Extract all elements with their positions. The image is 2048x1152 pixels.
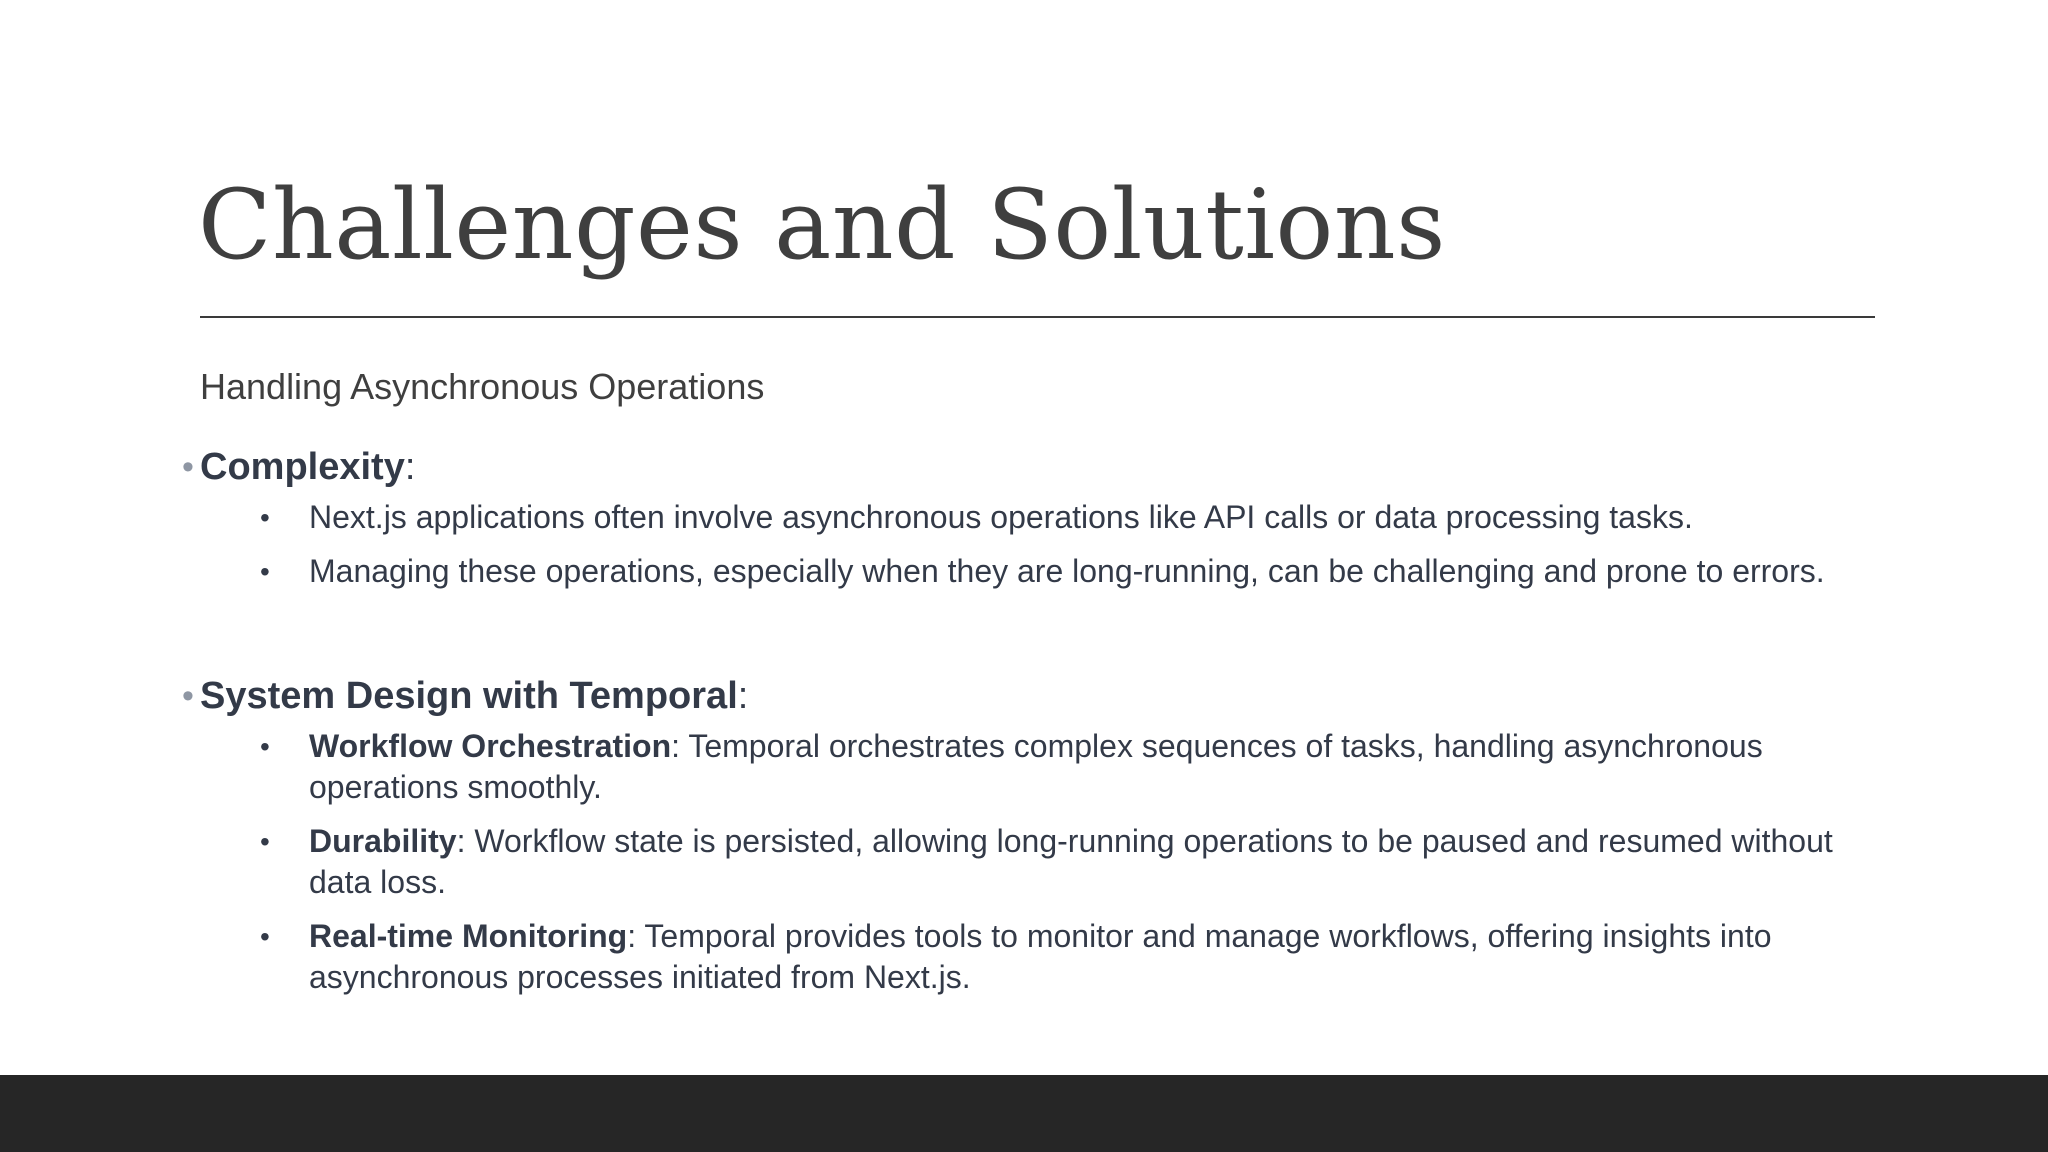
- section-heading: [0, 440, 2048, 494]
- section-complexity: [0, 440, 2048, 592]
- section-heading-label: System Design with Temporal: [200, 675, 738, 717]
- list-item: [0, 497, 2048, 538]
- list-item-text: : Workflow state is persisted, allowing long-running operations to be paused and resumed without data loss.: [309, 823, 1833, 900]
- bullet-icon: •: [260, 826, 270, 857]
- section-heading-suffix: :: [737, 675, 749, 717]
- bullet-icon: •: [182, 677, 194, 715]
- title-divider: [200, 316, 1875, 318]
- list-item: [0, 726, 2048, 808]
- bullet-icon: •: [260, 556, 270, 587]
- list-item: [0, 916, 2048, 998]
- slide-subtitle: Handling Asynchronous Operations: [200, 366, 765, 407]
- bullet-icon: •: [260, 731, 270, 762]
- section-heading-suffix: :: [404, 446, 416, 488]
- bullet-icon: •: [260, 502, 270, 533]
- section-system-design: [0, 669, 2048, 998]
- section-heading: [0, 669, 2048, 723]
- bullet-icon: •: [182, 448, 194, 486]
- list-item-term: Durability: [309, 823, 457, 859]
- list-item-text: : Temporal orchestrates complex sequences of tasks, handling asynchronous operations smoothly.: [309, 728, 1763, 805]
- bullet-list: [0, 497, 2048, 592]
- list-item-text: Managing these operations, especially when they are long-running, can be challenging and prone to errors.: [309, 553, 1825, 589]
- slide-title: Challenges and Solutions: [198, 169, 1446, 281]
- list-item-term: Real-time Monitoring: [309, 918, 628, 954]
- footer-bar: [0, 1075, 2048, 1152]
- list-item-text: Next.js applications often involve asynchronous operations like API calls or data processing tasks.: [309, 499, 1693, 535]
- list-item: [0, 821, 2048, 903]
- section-heading-label: Complexity: [200, 446, 405, 488]
- bullet-list: [0, 726, 2048, 998]
- list-item-text: : Temporal provides tools to monitor and manage workflows, offering insights into asynchronous processes initiated from Next.js.: [309, 918, 1772, 995]
- list-item: [0, 551, 2048, 592]
- list-item-term: Workflow Orchestration: [309, 728, 672, 764]
- bullet-icon: •: [260, 921, 270, 952]
